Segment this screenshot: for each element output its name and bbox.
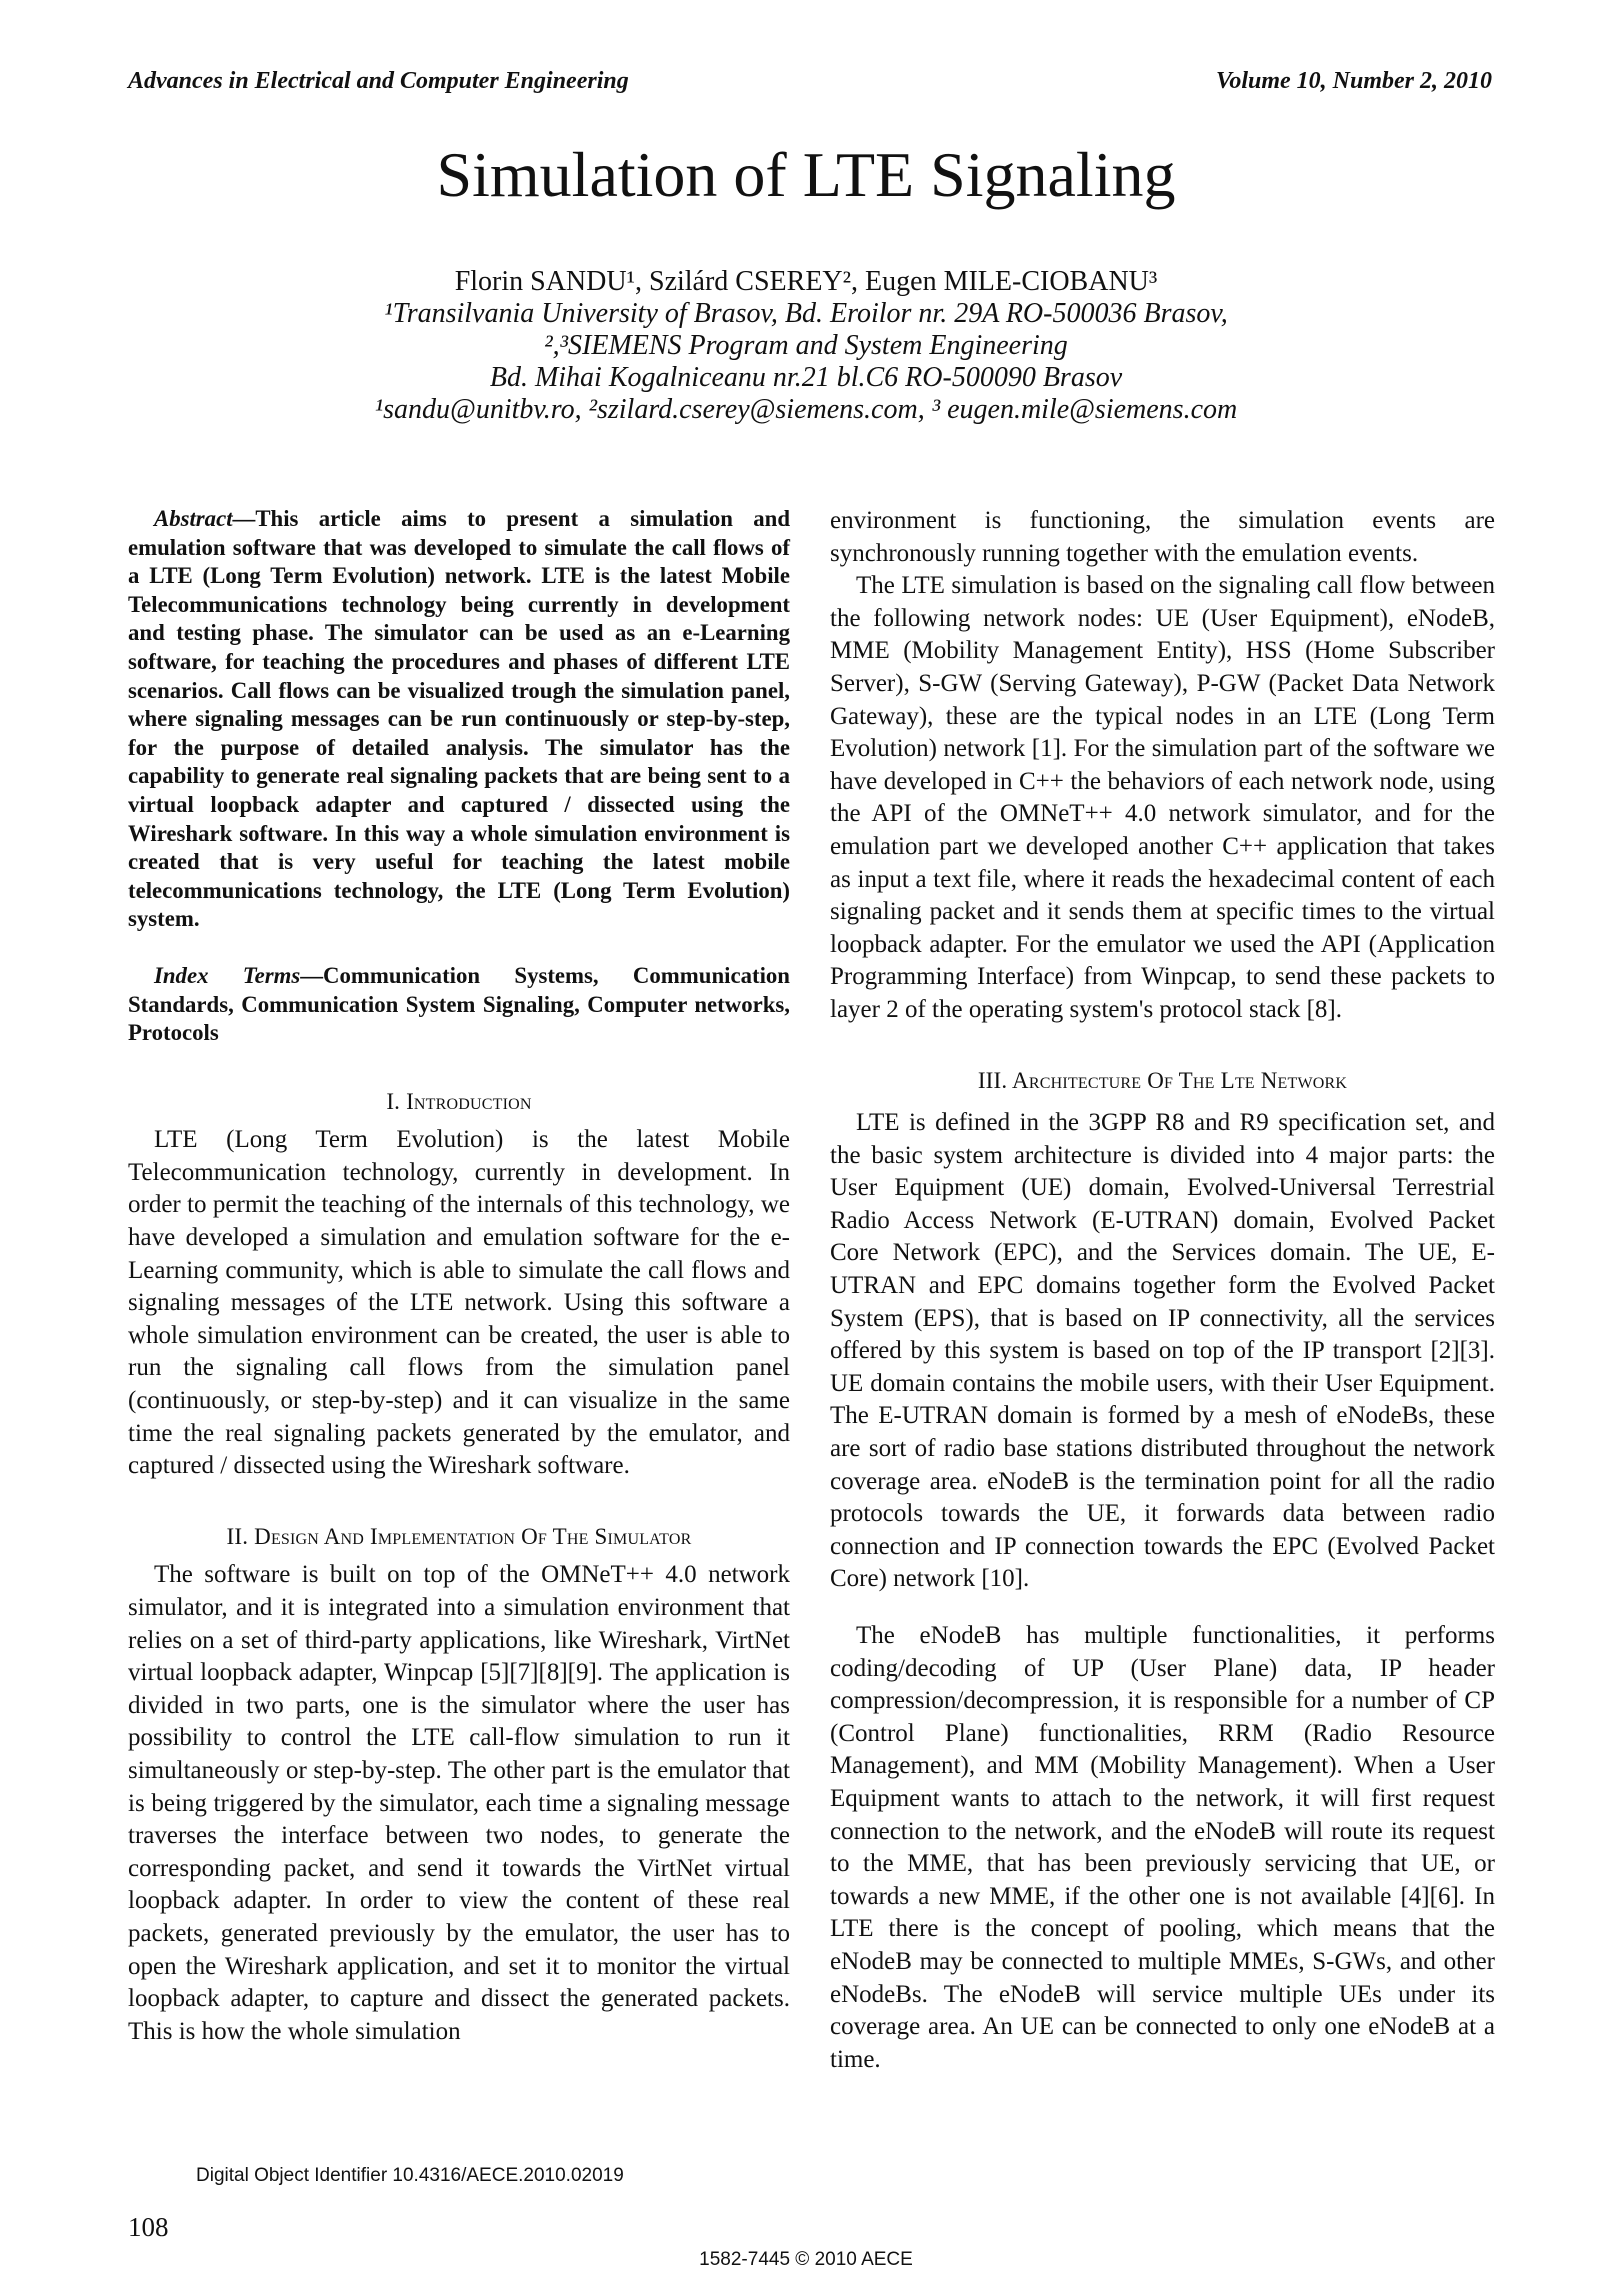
affiliation-2: ²,³SIEMENS Program and System Engineering <box>544 330 1068 361</box>
index-terms-text: —Communication Systems, Communication Standards, Communication System Signaling, Computer networks, Protocols <box>128 962 790 1046</box>
left-column <box>128 505 790 2048</box>
index-terms <box>128 962 790 1048</box>
page-number: 108 <box>128 2212 169 2242</box>
affiliation-1: ¹Transilvania University of Brasov, Bd. Eroilor nr. 29A RO-500036 Brasov, <box>384 298 1228 329</box>
section-heading-introduction: I. Introduction <box>386 1088 532 1114</box>
journal-name: Advances in Electrical and Computer Engineering <box>128 68 629 94</box>
architecture-paragraph-1: LTE is defined in the 3GPP R8 and R9 specification set, and the basic system architecture is divided into 4 major parts: the User Equipment (UE) domain, Evolved-Universal Terrestrial Radio Access Network (E-UTRAN) domain, Evolved Packet Core Network (EPC), and the Services domain. The UE, E-UTRAN and EPC domains together form the Evolved Packet System (EPS), that is based on IP connectivity, all the services offered by this system is based on top of the IP transport [2][3]. UE domain contains the mobile users, with their User Equipment. The E-UTRAN domain is formed by a mesh of eNodeBs, these are sort of radio base stations distributed throughout the network coverage area. eNodeB is the termination point for all the radio protocols towards the UE, it forwards data between radio connection and IP connection towards the EPC (Evolved Packet Core) network [10]. <box>830 1109 1495 1593</box>
doi-footer: Digital Object Identifier 10.4316/AECE.2010.02019 <box>196 2165 624 2186</box>
architecture-paragraph-2: The eNodeB has multiple functionalities, it performs coding/decoding of UP (User Plane) data, IP header compression/decompression, it is responsible for a number of CP (Control Plane) functionalities, RRM (Radio Resource Management), and MM (Mobility Management). When a User Equipment wants to attach to the network, it will first request connection to the network, and the eNodeB will route its request to the MME, that has been previously servicing that UE, or towards a new MME, if the other one is not available [4][6]. In LTE there is the concept of pooling, which means that the eNodeB may be connected to multiple MMEs, S-GWs, and other eNodeBs. The eNodeB will service multiple UEs under its coverage area. An UE can be connected to only one eNodeB at a time. <box>830 1622 1495 2073</box>
author-block <box>0 266 1612 426</box>
issn-footer: 1582-7445 © 2010 AECE <box>699 2249 913 2270</box>
abstract <box>128 505 790 934</box>
design-paragraph: The software is built on top of the OMNeT++ 4.0 network simulator, and it is integrated into a simulation environment that relies on a set of third-party applications, like Wireshark, VirtNet virtual loopback adapter, Winpcap [5][7][8][9]. The application is divided in two parts, one is the simulator where the user has possibility to control the LTE call-flow simulation to run it simultaneously or step-by-step. The other part is the emulator that is being triggered by the simulator, each time a signaling message traverses the interface between two nodes, to generate the corresponding packet, and send it towards the VirtNet virtual loopback adapter. In order to view the content of these real packets, generated previously by the emulator, the user has to open the Wireshark application, and set it to monitor the virtual loopback adapter, to capture and dissect the generated packets. This is how the whole simulation <box>128 1561 790 2045</box>
author-emails: ¹sandu@unitbv.ro, ²szilard.cserey@siemens.com, ³ eugen.mile@siemens.com <box>374 394 1238 425</box>
abstract-lead: Abstract <box>154 506 233 531</box>
intro-paragraph: LTE (Long Term Evolution) is the latest Mobile Telecommunication technology, currently in development. In order to permit the teaching of the internals of this technology, we have developed a simulation and emulation software for the e-Learning community, which is able to simulate the call flows and signaling messages of the LTE network. Using this software a whole simulation environment can be created, the user is able to run the signaling call flows from the simulation panel (continuously, or step-by-step) and it can visualize in the same time the real signaling packets generated by the emulator, and captured / dissected using the Wireshark software. <box>128 1126 790 1480</box>
index-terms-lead: Index Terms <box>154 962 301 988</box>
paper-title: Simulation of LTE Signaling <box>436 139 1176 210</box>
author-names: Florin SANDU¹, Szilárd CSEREY², Eugen MILE-CIOBANU³ <box>454 266 1158 297</box>
design-paragraph-continued: environment is functioning, the simulation events are synchronously running together with the emulation events. <box>830 507 1495 567</box>
simulation-paragraph: The LTE simulation is based on the signaling call flow between the following network nodes: UE (User Equipment), eNodeB, MME (Mobility Management Entity), HSS (Home Subscriber Server), S-GW (Serving Gateway), P-GW (Packet Data Network Gateway), these are the typical nodes in an LTE (Long Term Evolution) network [1]. For the simulation part of the software we have developed in C++ the behaviors of each network node, using the API of the OMNeT++ 4.0 network simulator, and for the emulation part we developed another C++ application that takes as input a text file, where it reads the hexadecimal content of each signaling packet and it sends them at specific times to the virtual loopback adapter. For the emulator we used the API (Application Programming Interface) from Winpcap, to send these packets to layer 2 of the operating system's protocol stack [8]. <box>830 572 1495 1023</box>
affiliation-3: Bd. Mihai Kogalniceanu nr.21 bl.C6 RO-500090 Brasov <box>489 362 1123 393</box>
right-column <box>830 505 1495 2076</box>
section-heading-design: II. Design And Implementation Of The Simulator <box>226 1523 692 1549</box>
volume-info: Volume 10, Number 2, 2010 <box>1215 68 1492 94</box>
abstract-text: —This article aims to present a simulation and emulation software that was developed to simulate the call flows of a LTE (Long Term Evolution) network. LTE is the latest Mobile Telecommunications technology being currently in development and testing phase. The simulator can be used as an e-Learning software, for teaching the procedures and phases of different LTE scenarios. Call flows can be visualized trough the simulation panel, where signaling messages can be run continuously or step-by-step, for the purpose of detailed analysis. The simulator has the capability to generate real signaling packets that are being sent to a virtual loopback adapter and captured / dissected using the Wireshark software. In this way a whole simulation environment is created that is very useful for teaching the latest mobile telecommunications technology, the LTE (Long Term Evolution) system. <box>128 506 790 932</box>
section-heading-architecture: III. Architecture Of The Lte Network <box>977 1067 1348 1093</box>
